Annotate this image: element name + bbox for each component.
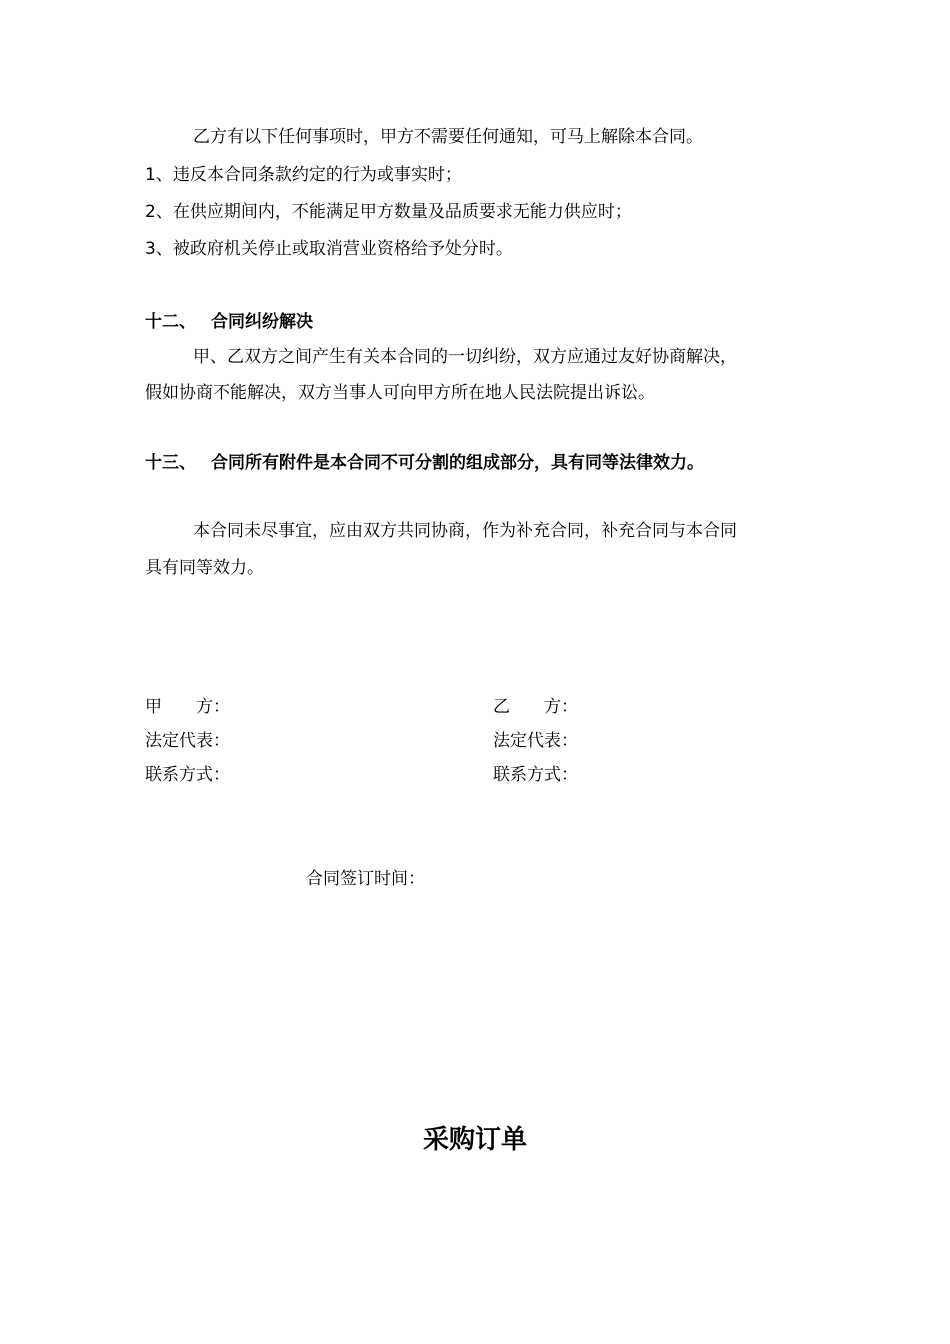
party-b-rep: 法定代表： (493, 731, 578, 751)
party-a-contact: 联系方式： (145, 765, 230, 785)
section-13-heading: 合同所有附件是本合同不可分割的组成部分，具有同等法律效力。 (211, 453, 704, 473)
section-12-body-line-1: 甲、乙双方之间产生有关本合同的一切纠纷，双方应通过友好协商解决， (193, 347, 737, 367)
section-13-number: 十三、 (145, 453, 196, 473)
party-a-label: 甲 方： (145, 697, 230, 717)
party-b-contact: 联系方式： (493, 765, 578, 785)
section-12-heading: 合同纠纷解决 (211, 312, 313, 332)
section-12-number: 十二、 (145, 312, 196, 332)
party-a-rep: 法定代表： (145, 731, 230, 751)
termination-item-1: 1、违反本合同条款约定的行为或事实时； (145, 165, 462, 185)
party-b-label: 乙 方： (493, 697, 578, 717)
purchase-order-title: 采购订单 (422, 1125, 527, 1155)
sign-date-label: 合同签订时间： (306, 869, 425, 889)
supplement-line-2: 具有同等效力。 (145, 558, 264, 578)
termination-item-2: 2、在供应期间内，不能满足甲方数量及品质要求无能力供应时； (145, 202, 632, 222)
termination-intro: 乙方有以下任何事项时，甲方不需要任何通知，可马上解除本合同。 (193, 127, 703, 147)
termination-item-3: 3、被政府机关停止或取消营业资格给予处分时。 (145, 239, 513, 259)
supplement-line-1: 本合同未尽事宜，应由双方共同协商，作为补充合同，补充合同与本合同 (193, 521, 737, 541)
section-12-body-line-2: 假如协商不能解决，双方当事人可向甲方所在地人民法院提出诉讼。 (145, 383, 655, 403)
